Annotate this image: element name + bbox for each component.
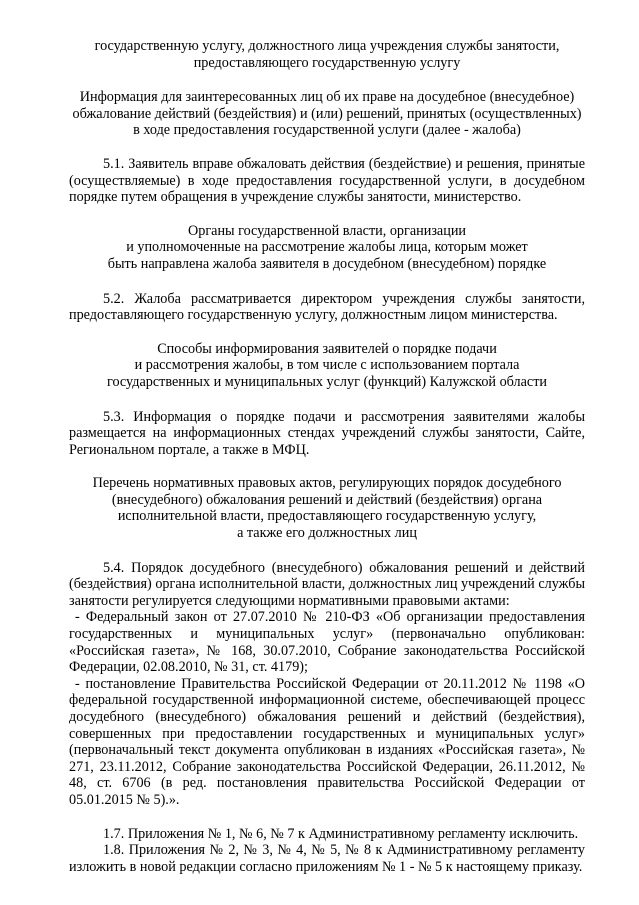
heading-organs — [69, 223, 585, 273]
heading-acts-line-1: Перечень нормативных правовых актов, регулирующих порядок досудебного — [92, 475, 562, 492]
paragraph-5-2: 5.2. Жалоба рассматривается директором учреждения службы занятости, предоставляющего государственную услугу, должностным лицом министерства. — [69, 290, 585, 324]
heading-ways-line-1: Способы информирования заявителей о порядке подачи — [157, 340, 497, 357]
heading-ways-line-3: государственных и муниципальных услуг (функций) Калужской области — [107, 373, 547, 390]
paragraph-5-1: 5.1. Заявитель вправе обжаловать действия (бездействие) и решения, принятые (осуществляемые) в ходе предоставления государственной услуги, в досудебном порядке путем обращения в учреждение службы занятости, министерство. — [69, 155, 585, 206]
paragraph-1-8: 1.8. Приложения № 2, № 3, № 4, № 5, № 8 к Административному регламенту изложить в новой редакции согласно приложениям № 1 - № 5 к настоящему приказу. — [69, 842, 585, 875]
heading-ways-line-2: и рассмотрения жалобы, в том числе с использованием портала — [134, 357, 520, 374]
intro-line-2: предоставляющего государственную услугу — [193, 54, 461, 71]
heading-organs-line-3: быть направлена жалоба заявителя в досудебном (внесудебном) порядке — [107, 255, 547, 272]
heading-organs-line-2: и уполномоченные на рассмотрение жалобы лица, которым может — [126, 239, 528, 256]
heading-info — [69, 89, 585, 139]
heading-info-line-3: в ходе предоставления государственной услуги (далее - жалоба) — [133, 122, 521, 139]
intro-line-1: государственную услугу, должностного лица учреждения службы занятости, — [94, 38, 560, 54]
heading-acts-line-2: (внесудебного) обжалования решений и действий (бездействия) органа — [111, 491, 543, 508]
paragraph-5-3: 5.3. Информация о порядке подачи и рассмотрения заявителями жалобы размещается на информационных стендах учреждений службы занятости, Сайте, Региональном портале, а также в МФЦ. — [69, 408, 585, 458]
heading-ways — [69, 341, 585, 391]
paragraph-5-4: 5.4. Порядок досудебного (внесудебного) обжалования решений и действий (бездействия) органа исполнительной власти, должностных лиц учреждений службы занятости регулируется следующими нормативными правовыми актами: — [69, 559, 585, 609]
heading-info-line-1: Информация для заинтересованных лиц об их праве на досудебное (внесудебное) — [79, 89, 575, 106]
heading-acts — [69, 475, 585, 541]
heading-organs-line-1: Органы государственной власти, организации — [187, 222, 467, 239]
list-item-federal-law: - Федеральный закон от 27.07.2010 № 210-ФЗ «Об организации предоставления государственных и муниципальных услуг» (первоначально опубликован: «Российская газета», № 168, 30.07.2010, Собрание законодательства Российской Федерации, 02.08.2010, № 31, ст. 4179); — [69, 609, 585, 676]
heading-acts-line-3: исполнительной власти, предоставляющего государственную услугу, — [117, 508, 537, 525]
list-item-government-decree: - постановление Правительства Российской Федерации от 20.11.2012 № 1198 «О федеральной государственной информационной системе, обеспечивающей процесс досудебного (внесудебного) обжалования решений и действий (бездействия), совершенных при предоставлении государственных и муниципальных услуг» (первоначальный текст документа опубликован в изданиях «Российская газета», № 271, 23.11.2012, Собрание законодательства Российской Федерации, 26.11.2012, № 48, ст. 6706 (в ред. постановления правительства Российской Федерации от 05.01.2015 № 5).». — [69, 675, 585, 808]
heading-info-line-2: обжалование действий (бездействия) и (или) решений, принятых (осуществленных) — [72, 105, 582, 122]
paragraph-1-7: 1.7. Приложения № 1, № 6, № 7 к Административному регламенту исключить. — [103, 825, 579, 842]
document-page — [69, 38, 585, 875]
heading-acts-line-4: а также его должностных лиц — [237, 525, 417, 542]
